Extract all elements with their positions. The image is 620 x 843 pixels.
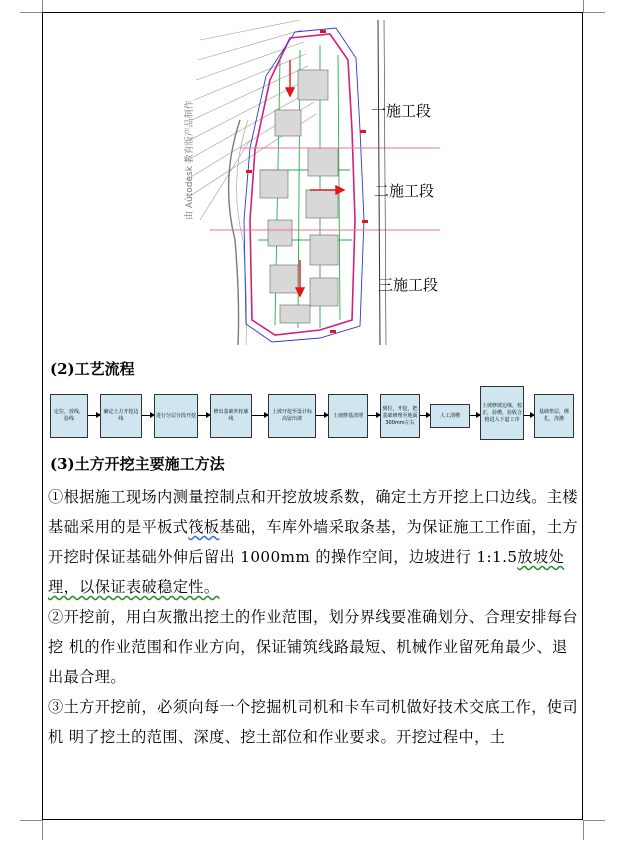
phase-label-1: 一施工段: [371, 102, 432, 120]
flow-arrow: [524, 415, 534, 416]
flow-arrow: [420, 415, 430, 416]
flow-step-4: 修出基础外轮廓线: [210, 394, 252, 438]
paragraph-1-text-a: ①根据施工现场内测量控制点和开挖放坡系数，确定土方开挖上口边线。主楼基础采用的是平板式: [48, 488, 578, 536]
flow-step-3: 进行分层分段开挖: [154, 394, 198, 438]
flow-arrow: [368, 415, 380, 416]
paragraph-2-text: ②开挖前，用白灰撒出挖土的作业范围，划分界线要准确划分、合理安排每台挖 机的作业范围和作业方向，保证铺筑线路最短、机械作业留死角最少、退出最合理。: [48, 608, 578, 686]
paragraph-3-text: ③土方开挖前，必须向每一个挖掘机司机和卡车司机做好技术交底工作，使司机 明了挖土的范围、深度、挖土部位和作业要求。开挖过程中，土: [48, 698, 578, 746]
flow-step-7: 到位，开挖，把基础修理至地面300mm左右: [380, 394, 420, 438]
flow-step-6: 土坡修基清理: [328, 394, 368, 438]
flow-arrow: [252, 415, 268, 416]
paragraph-1-text-b: 基础，车库外墙采取条基，为保证施工工作面，土方开挖时保证基础外伸后留出 1000mm 的操作空间，边坡进行 1:1.5: [48, 518, 578, 566]
phase-label-2: 二施工段: [374, 182, 435, 200]
crop-mark-bottom-left-v: [42, 820, 43, 840]
flow-step-5: 土坡开挖至设计标高留出坡: [268, 394, 316, 438]
flow-arrow: [198, 415, 210, 416]
flow-step-8: 人工清槽: [430, 404, 470, 428]
flow-arrow: [88, 415, 100, 416]
crop-mark-top-right-v: [583, 0, 584, 12]
flow-arrow: [316, 415, 328, 416]
crop-mark-top-right: [583, 12, 605, 13]
crop-mark-top-left: [20, 12, 42, 13]
flow-step-2: 确定土方开挖边线: [100, 394, 142, 438]
paragraph-1: [48, 482, 580, 602]
method-body: [48, 482, 580, 752]
flow-arrow: [470, 415, 480, 416]
process-heading: (2)工艺流程: [50, 360, 135, 378]
crop-mark-top-left-v: [42, 0, 43, 12]
flow-step-10: 基础垫层，绑扎，浇灌: [534, 394, 574, 438]
paragraph-2: [48, 602, 580, 692]
flow-step-9: 土坡修坡边缘，校正，验槽，验收合格进入下道工序: [480, 386, 524, 440]
flow-arrow: [142, 415, 154, 416]
autodesk-watermark: 由 Autodesk 教育版产品制作: [185, 100, 195, 220]
phase-label-3: 三施工段: [378, 276, 439, 294]
road-curve: [229, 120, 240, 345]
process-flowchart: [50, 394, 580, 440]
crop-mark-bottom-right-v: [583, 820, 584, 840]
flow-step-1: 定位，放线，验线: [50, 394, 88, 438]
paragraph-3: [48, 692, 580, 752]
paragraph-1-text-c: 放坡处理，以保证表破稳定性。: [48, 548, 565, 596]
crop-mark-bottom-left: [20, 820, 42, 821]
method-heading: (3)土方开挖主要施工方法: [50, 455, 225, 473]
paragraph-1-term-raft: 筏板: [188, 518, 220, 536]
crop-mark-bottom-right: [583, 820, 605, 821]
